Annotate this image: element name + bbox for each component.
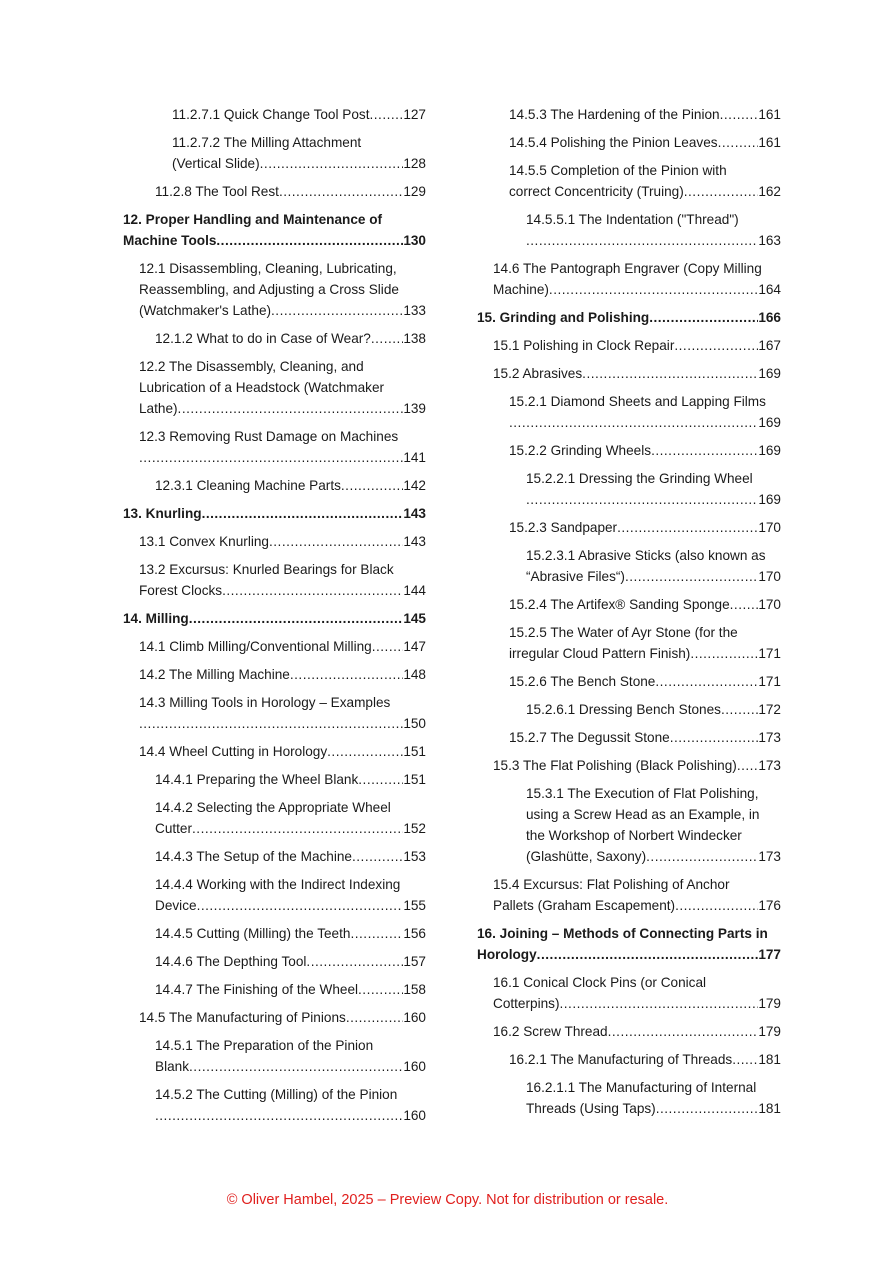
page-number: 144 [403,583,426,598]
page-number: 170 [758,569,781,584]
entry-leader-line [155,923,426,944]
entry-title-line: 15.2.1 Diamond Sheets and Lapping Films [509,394,766,409]
toc-section-entry[interactable] [477,391,781,433]
entry-leader-line [139,636,426,657]
dot-leader [646,846,758,867]
dot-leader [537,944,759,965]
toc-section-entry[interactable] [123,1035,426,1077]
entry-leader-line [509,517,781,538]
toc-section-entry[interactable] [477,1021,781,1042]
toc-section-entry[interactable] [477,874,781,916]
toc-section-entry[interactable] [123,769,426,790]
entry-leader-line [477,307,781,328]
page-number: 145 [403,611,426,626]
entry-title-text: 14. Milling [123,611,189,626]
entry-title-text: 11.2.7.1 Quick Change Tool Post [172,107,370,122]
entry-leader-line [509,104,781,125]
entry-leader-line [509,132,781,153]
dot-leader [155,1105,403,1126]
page-number: 143 [403,506,426,521]
entry-leader-line [493,1021,781,1042]
dot-leader [617,517,758,538]
entry-leader-line [155,769,426,790]
page-number: 133 [403,303,426,318]
entry-title-text: 15. Grinding and Polishing [477,310,650,325]
entry-title-line: 16.2.1.1 The Manufacturing of Internal [526,1080,757,1095]
dot-leader [327,741,403,762]
page-number: 151 [403,772,426,787]
page-number: 158 [403,982,426,997]
toc-section-entry[interactable] [477,622,781,664]
entry-title-text: 14.1 Climb Milling/Conventional Milling [139,639,372,654]
toc-section-entry[interactable] [477,1049,781,1070]
entry-leader-line [509,594,781,615]
entry-title-text: 13. Knurling [123,506,202,521]
toc-chapter-entry[interactable] [123,608,426,629]
entry-leader-line [155,979,426,1000]
entry-title-text: 14.4.6 The Depthing Tool [155,954,307,969]
toc-column-right [477,104,781,1126]
page-number: 167 [758,338,781,353]
entry-title-line: 14.5.2 The Cutting (Milling) of the Pinion [155,1087,398,1102]
toc-section-entry[interactable] [123,951,426,972]
dot-leader [655,671,758,692]
page-number: 151 [403,744,426,759]
dot-leader [178,398,404,419]
page-number: 173 [758,849,781,864]
dot-leader [189,608,404,629]
entry-leader-line [123,230,426,251]
dot-leader [370,104,404,125]
entry-title-text: 15.2.6.1 Dressing Bench Stones [526,702,721,717]
entry-title-text: 14.4.5 Cutting (Milling) the Teeth [155,926,351,941]
entry-title-line: 11.2.7.2 The Milling Attachment [172,135,362,150]
toc-section-entry[interactable] [123,979,426,1000]
page-number: 129 [403,184,426,199]
entry-leader-line [509,412,781,433]
entry-leader-line [155,895,426,916]
entry-title-text: Cutter [155,821,193,836]
dot-leader [625,566,758,587]
dot-leader [192,818,403,839]
entry-title-line: 12. Proper Handling and Maintenance of [123,212,383,227]
dot-leader [306,951,403,972]
dot-leader [371,328,403,349]
page-number: 163 [758,233,781,248]
entry-leader-line [526,846,781,867]
entry-leader-line [139,531,426,552]
toc-section-entry[interactable] [477,363,781,384]
dot-leader [549,279,758,300]
entry-title-line: 12.2 The Disassembly, Cleaning, and [139,359,364,374]
page-number: 148 [403,667,426,682]
page-number: 161 [758,107,781,122]
entry-title-text: irregular Cloud Pattern Finish) [509,646,691,661]
dot-leader [720,104,759,125]
entry-leader-line [139,741,426,762]
entry-title-text: (Glashütte, Saxony) [526,849,647,864]
entry-title-text: 15.2.2 Grinding Wheels [509,443,652,458]
toc-chapter-entry[interactable] [477,307,781,328]
entry-leader-line [477,944,781,965]
toc-section-entry[interactable] [477,104,781,125]
entry-title-text: Pallets (Graham Escapement) [493,898,676,913]
toc-section-entry[interactable] [477,783,781,867]
dot-leader [526,230,758,251]
entry-title-line: 14.5.1 The Preparation of the Pinion [155,1038,374,1053]
entry-title-text: 15.2.3 Sandpaper [509,520,618,535]
toc-section-entry[interactable] [123,531,426,552]
page-number: 181 [758,1101,781,1116]
toc-section-entry[interactable] [477,671,781,692]
page-number: 139 [403,401,426,416]
entry-title-text: 14.4 Wheel Cutting in Horology [139,744,328,759]
toc-section-entry[interactable] [477,1077,781,1119]
entry-title-text: 14.5 The Manufacturing of Pinions [139,1010,346,1025]
entry-title-text: Lathe) [139,401,178,416]
entry-leader-line [155,181,426,202]
page-number: 171 [758,674,781,689]
entry-title-text: 14.4.1 Preparing the Wheel Blank [155,772,359,787]
entry-title-text: Blank [155,1059,190,1074]
page-number: 169 [758,443,781,458]
dot-leader [352,846,403,867]
toc-section-entry[interactable] [477,132,781,153]
page-number: 169 [758,492,781,507]
dot-leader [197,895,404,916]
toc-section-entry[interactable] [123,559,426,601]
toc-section-entry[interactable] [477,972,781,1014]
dot-leader [684,181,759,202]
page-number: 141 [403,450,426,465]
entry-title-text: correct Concentricity (Truing) [509,184,684,199]
dot-leader [269,531,403,552]
dot-leader [732,1049,758,1070]
entry-leader-line [493,279,781,300]
entry-title-line: 14.4.4 Working with the Indirect Indexing [155,877,401,892]
entry-leader-line [493,363,781,384]
entry-leader-line [139,447,426,468]
entry-leader-line [509,440,781,461]
dot-leader [718,132,759,153]
entry-leader-line [493,335,781,356]
toc-section-entry[interactable] [477,160,781,202]
toc-section-entry[interactable] [477,335,781,356]
toc-section-entry[interactable] [477,468,781,510]
page-number: 160 [403,1108,426,1123]
entry-title-text: 13.1 Convex Knurling [139,534,269,549]
entry-leader-line [509,1049,781,1070]
toc-section-entry[interactable] [123,181,426,202]
page-number: 173 [758,730,781,745]
entry-leader-line [155,818,426,839]
dot-leader [202,503,404,524]
page-number: 138 [403,331,426,346]
page-number: 153 [403,849,426,864]
page-number: 160 [403,1010,426,1025]
entry-leader-line [139,580,426,601]
toc-section-entry[interactable] [123,741,426,762]
toc-section-entry[interactable] [123,874,426,916]
entry-title-text: Cotterpins) [493,996,560,1011]
entry-leader-line [139,398,426,419]
entry-leader-line [139,300,426,321]
entry-leader-line [155,951,426,972]
toc-section-entry[interactable] [123,328,426,349]
toc-section-entry[interactable] [477,258,781,300]
entry-title-line: Reassembling, and Adjusting a Cross Slide [139,282,399,297]
entry-title-text: 15.1 Polishing in Clock Repair [493,338,675,353]
entry-leader-line [493,993,781,1014]
page-number: 181 [758,1052,781,1067]
entry-title-line: 15.4 Excursus: Flat Polishing of Anchor [493,877,730,892]
toc-section-entry[interactable] [477,755,781,776]
dot-leader [674,335,758,356]
entry-leader-line [526,489,781,510]
entry-leader-line [155,328,426,349]
dot-leader [649,307,758,328]
entry-leader-line [155,1105,426,1126]
toc-section-entry[interactable] [477,699,781,720]
entry-title-line: 12.3 Removing Rust Damage on Machines [139,429,399,444]
toc-section-entry[interactable] [477,594,781,615]
page-number: 179 [758,996,781,1011]
entry-title-line: 15.2.3.1 Abrasive Sticks (also known as [526,548,766,563]
page-number: 161 [758,135,781,150]
entry-leader-line [509,727,781,748]
toc-section-entry[interactable] [123,923,426,944]
toc-section-entry[interactable] [123,104,426,125]
toc-section-entry[interactable] [123,132,426,174]
entry-title-text: “Abrasive Files“) [526,569,625,584]
page-number: 162 [758,184,781,199]
dot-leader [721,699,758,720]
copyright-notice: © Oliver Hambel, 2025 – Preview Copy. Not for distribution or resale. [226,1192,669,1208]
dot-leader [582,363,758,384]
toc-chapter-entry[interactable] [123,503,426,524]
entry-title-line: 16. Joining – Methods of Connecting Parts in [477,926,768,941]
page-number: 170 [758,597,781,612]
dot-leader [730,594,759,615]
dot-leader [189,1056,403,1077]
page-number: 130 [403,233,426,248]
entry-title-text: 14.4.7 The Finishing of the Wheel [155,982,359,997]
page-number: 127 [403,107,426,122]
dot-leader [509,412,758,433]
toc-section-entry[interactable] [477,209,781,251]
entry-title-text: 12.3.1 Cleaning Machine Parts [155,478,341,493]
entry-title-text: Horology [477,947,537,962]
toc-section-entry[interactable] [123,664,426,685]
toc-section-entry[interactable] [123,426,426,468]
dot-leader [358,769,403,790]
entry-leader-line [526,566,781,587]
toc-section-entry[interactable] [477,517,781,538]
page-number: 166 [758,310,781,325]
toc-section-entry[interactable] [123,692,426,734]
dot-leader [139,447,403,468]
entry-title-text: 14.2 The Milling Machine [139,667,290,682]
toc-section-entry[interactable] [123,1084,426,1126]
page-number: 160 [403,1059,426,1074]
page-number: 150 [403,716,426,731]
entry-title-line: 15.2.2.1 Dressing the Grinding Wheel [526,471,753,486]
entry-title-line: 16.1 Conical Clock Pins (or Conical [493,975,707,990]
dot-leader [358,979,403,1000]
toc-section-entry[interactable] [123,1007,426,1028]
dot-leader [372,636,404,657]
entry-title-text: 11.2.8 The Tool Rest [155,184,279,199]
entry-title-text: Forest Clocks [139,583,223,598]
entry-leader-line [493,895,781,916]
entry-title-line: 14.4.2 Selecting the Appropriate Wheel [155,800,391,815]
entry-title-text: Device [155,898,197,913]
entry-title-line: 13.2 Excursus: Knurled Bearings for Black [139,562,394,577]
toc-section-entry[interactable] [123,846,426,867]
entry-title-line: 14.5.5 Completion of the Pinion with [509,163,727,178]
page-number: 177 [758,947,781,962]
entry-leader-line [139,1007,426,1028]
page-number: 156 [403,926,426,941]
entry-title-text: 15.2.4 The Artifex® Sanding Sponge [509,597,730,612]
entry-leader-line [172,153,426,174]
entry-title-text: Machine) [493,282,549,297]
page-number: 170 [758,520,781,535]
page-number: 171 [758,646,781,661]
dot-leader [139,713,403,734]
entry-title-text: 16.2 Screw Thread [493,1024,608,1039]
page-number: 172 [758,702,781,717]
entry-leader-line [509,643,781,664]
toc-section-entry[interactable] [123,797,426,839]
dot-leader [526,489,758,510]
entry-title-text: 15.3 The Flat Polishing (Black Polishing) [493,758,737,773]
toc-section-entry[interactable] [477,727,781,748]
toc-section-entry[interactable] [477,545,781,587]
entry-leader-line [123,503,426,524]
entry-leader-line [155,475,426,496]
entry-title-line: using a Screw Head as an Example, in [526,807,760,822]
toc-section-entry[interactable] [477,440,781,461]
toc-section-entry[interactable] [123,636,426,657]
dot-leader [675,895,758,916]
entry-title-text: 15.2.6 The Bench Stone [509,674,656,689]
page-number: 179 [758,1024,781,1039]
dot-leader [260,153,404,174]
page-number: 169 [758,366,781,381]
entry-leader-line [526,230,781,251]
entry-title-text: 12.1.2 What to do in Case of Wear? [155,331,371,346]
toc-column-left [123,104,426,1133]
entry-title-line: 15.3.1 The Execution of Flat Polishing, [526,786,759,801]
entry-title-line: 12.1 Disassembling, Cleaning, Lubricating, [139,261,397,276]
entry-leader-line [509,181,781,202]
entry-leader-line [155,1056,426,1077]
entry-title-text: 15.2.7 The Degussit Stone [509,730,670,745]
entry-title-line: the Workshop of Norbert Windecker [526,828,742,843]
entry-title-text: (Vertical Slide) [172,156,260,171]
entry-leader-line [123,608,426,629]
dot-leader [279,181,403,202]
page-number: 152 [403,821,426,836]
page-number: 128 [403,156,426,171]
dot-leader [350,923,403,944]
page-number: 147 [403,639,426,654]
dot-leader [346,1007,404,1028]
toc-section-entry[interactable] [123,356,426,419]
dot-leader [341,475,403,496]
page-number: 142 [403,478,426,493]
toc-section-entry[interactable] [123,475,426,496]
entry-leader-line [139,713,426,734]
entry-leader-line [509,671,781,692]
entry-title-text: 14.5.3 The Hardening of the Pinion [509,107,720,122]
dot-leader [690,643,758,664]
page-number: 173 [758,758,781,773]
toc-section-entry[interactable] [123,258,426,321]
dot-leader [608,1021,759,1042]
entry-title-line: Lubrication of a Headstock (Watchmaker [139,380,385,395]
dot-leader [222,580,403,601]
dot-leader [216,230,403,251]
entry-leader-line [139,664,426,685]
dot-leader [651,440,758,461]
dot-leader [656,1098,759,1119]
page-number: 143 [403,534,426,549]
entry-leader-line [526,699,781,720]
page-number: 164 [758,282,781,297]
dot-leader [271,300,403,321]
entry-title-text: 16.2.1 The Manufacturing of Threads [509,1052,733,1067]
entry-title-line: 15.2.5 The Water of Ayr Stone (for the [509,625,738,640]
page-number: 176 [758,898,781,913]
entry-title-line: 14.3 Milling Tools in Horology – Examples [139,695,391,710]
entry-leader-line [172,104,426,125]
toc-chapter-entry[interactable] [477,923,781,965]
entry-title-text: 15.2 Abrasives [493,366,583,381]
entry-title-text: Threads (Using Taps) [526,1101,656,1116]
entry-title-text: 14.5.4 Polishing the Pinion Leaves [509,135,718,150]
page-number: 155 [403,898,426,913]
toc-chapter-entry[interactable] [123,209,426,251]
entry-leader-line [526,1098,781,1119]
page-number: 169 [758,415,781,430]
dot-leader [737,755,759,776]
entry-title-text: 14.4.3 The Setup of the Machine [155,849,352,864]
entry-title-text: (Watchmaker's Lathe) [139,303,272,318]
page-number: 157 [403,954,426,969]
entry-title-line: 14.6 The Pantograph Engraver (Copy Milling [493,261,762,276]
entry-title-text: Machine Tools [123,233,217,248]
dot-leader [290,664,403,685]
dot-leader [559,993,758,1014]
entry-leader-line [155,846,426,867]
entry-title-line: 14.5.5.1 The Indentation ("Thread") [526,212,739,227]
entry-leader-line [493,755,781,776]
dot-leader [670,727,759,748]
